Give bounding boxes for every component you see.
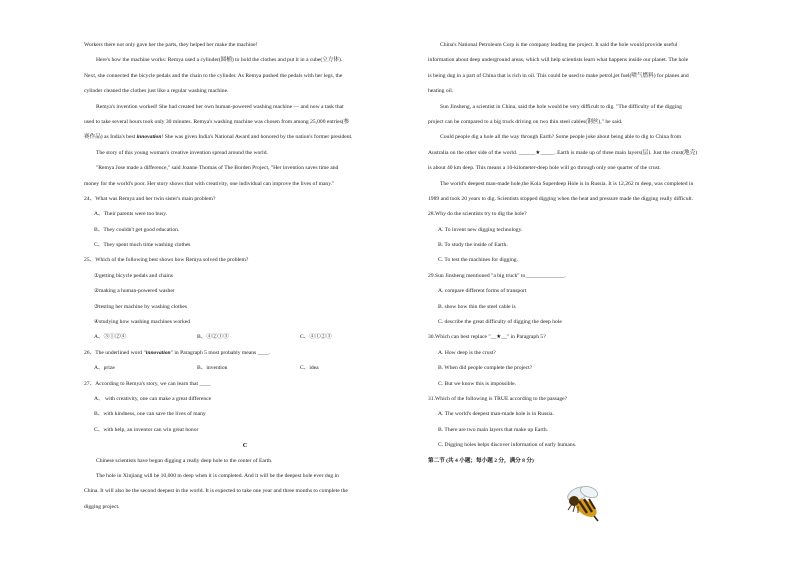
option-a[interactable]: A、prize (94, 365, 115, 372)
underlined-word: innovation (145, 349, 171, 356)
option-a[interactable]: A. How deep is the crust? (438, 349, 496, 356)
passage-line: "Remya Jose made a difference," said Joanne Thomas of The Borden Project, "Her invention saves time and (96, 165, 339, 172)
question-27: 27、According to Remya's story, we can learn that ____ (84, 380, 211, 387)
right-column (428, 38, 758, 469)
option-c[interactable]: C. But we know this is impossible. (438, 380, 517, 387)
question-31: 31.Which of the following is TRUE according to the passage? (428, 395, 568, 402)
passage-line: digging project. (84, 503, 120, 510)
text-run: ! She was given India's National Award and honored by the nation's former president. (161, 134, 353, 141)
option-b[interactable]: B、④②①③ (197, 334, 229, 341)
bee-icon (562, 482, 608, 528)
option-b[interactable]: B、invention (197, 365, 228, 372)
option-c[interactable]: C、④①②③ (300, 334, 332, 341)
passage-line: 1989 and took 20 years to dig. Scientists stopped digging when the heat and pressure made the digging really difficult. (428, 195, 694, 202)
question-28: 28.Why do the scientists try to dig the hole? (428, 211, 527, 218)
passage-line (84, 130, 406, 145)
options-row (84, 361, 406, 376)
passage-line: The hole in Xinjiang will be 10,000 m deep when it is completed. And it will be the deepest hole ever dug in (96, 472, 339, 479)
option-a[interactable]: A、Their parents were too busy. (94, 211, 168, 218)
passage-line: The story of this young woman's creative invention spread around the world. (96, 149, 268, 156)
option-c[interactable]: C. describe the great difficulty of digging the deep hole (438, 319, 562, 326)
passage-line: The world's deepest man-made hole,the Kola Superdeep Hole is in Russia. It is 12,262 m deep, was completed in (440, 180, 694, 187)
passage-line: information about deep underground areas, which will help scientists learn what happens inside our planet. The hole (428, 57, 689, 64)
passage-line: Chinese scientists have begun digging a really deep hole to the center of Earth. (96, 457, 273, 464)
passage-line: Here's how the machine works: Remya used a cylinder(圆桶) to hold the clothes and put it in a cube(立方体). (96, 57, 343, 64)
passage-line: Remya's invention worked! She had created her own human-powered washing machine — and now a task that (96, 103, 344, 110)
question-25: 25、Which of the following best shows how Remya solved the problem? (84, 257, 249, 264)
option-b[interactable]: B、with kindness, one can save the lives of many (94, 411, 206, 418)
passage-line: Could people dig a hole all the way through Earth? Some people joke about being able to dig to China from (440, 134, 682, 141)
passage-line: Australia on the other side of the world. ______★_____. Earth is made up of three main layers(层). Just the crust(地壳) (428, 149, 698, 156)
options-row (84, 330, 406, 345)
section-heading-2: 第二节 (共 4 小题；每小题 2 分，满分 8 分) (428, 457, 534, 464)
option-a[interactable]: A、③①②④ (94, 334, 127, 341)
passage-line: Sun Jinsheng, a scientist in China, said the hole would be very difficult to dig. "The difficulty of the digging (440, 103, 682, 110)
option-a[interactable]: A. compare different forms of transport (438, 288, 527, 295)
passage-line: Next, she connected the bicycle pedals and the chain to the cylinder. As Remya pushed the pedals with her legs, the (84, 72, 343, 79)
innovation-word: innovation (136, 134, 162, 141)
text-run: 26、The underlined word " (84, 349, 146, 356)
option-b[interactable]: B、They couldn't get good education. (94, 226, 180, 233)
passage-line: China. It will also be the second deepest in the world. It is expected to take one year and three months to complete the (84, 488, 348, 495)
question-30: 30.Which can best replace "__★__" in Paragraph 5? (428, 334, 546, 341)
option-a[interactable]: A. The world's deepest man-made hole is in Russia. (438, 411, 554, 418)
left-column (84, 38, 406, 515)
passage-line: money for the world's poor. Her story shows that with creativity, one individual can improve the lives of many." (84, 180, 335, 187)
step-item: ②making a human-powered washer (94, 288, 175, 295)
passage-line: is being dug in a part of China that is rich in oil. This could be used to make petrol,jet fuel(喷气燃料) for planes and (428, 72, 689, 79)
option-a[interactable]: A、 with creativity, one can make a great difference (94, 395, 212, 402)
option-b[interactable]: B. There are two main layers that make up Earth. (438, 426, 549, 433)
option-c[interactable]: C. To test the machines for digging. (438, 257, 518, 264)
passage-line: heating oil. (428, 88, 454, 95)
step-item: ③testing her machine by washing clothes (94, 303, 188, 310)
section-heading-c: C (242, 442, 248, 450)
text-run: 赛作品) as India's best (84, 134, 137, 141)
option-b[interactable]: B. When did people complete the project? (438, 365, 533, 372)
question-29: 29.Sun Jinsheng mentioned "a big truck" to______________. (428, 272, 566, 279)
option-c[interactable]: C. Digging holes helps discover information of early humans. (438, 442, 577, 449)
step-item: ④studying how washing machines worked (94, 319, 191, 326)
option-a[interactable]: A. To invent new digging technology. (438, 226, 523, 233)
step-item: ①getting bicycle pedals and chains (94, 272, 173, 279)
passage-line: is about 40 km deep. This means a 10-kilometer-deep hole will go through only one quarter of the crust. (428, 165, 661, 172)
question-26 (84, 346, 406, 361)
option-b[interactable]: B. show how thin the steel cable is (438, 303, 516, 310)
passage-line: project can be compared to a big truck driving on two thin steel cables(钢丝)," he said. (428, 118, 623, 125)
text-run: " in Paragraph 5 most probably means ____. (170, 349, 271, 356)
passage-line: cylinder cleaned the clothes just like a regular washing machine. (84, 88, 229, 95)
passage-line: used to take several hours took only 30 minutes. Remya's washing machine was chosen from among 25,000 entries(参 (84, 118, 350, 125)
passage-line: Workers there not only gave her the parts, they helped her make the machine! (84, 42, 258, 48)
passage-line: China's National Petroleum Corp is the company leading the project. It said the hole would provide useful (440, 42, 678, 48)
option-c[interactable]: C、idea (300, 365, 319, 372)
option-b[interactable]: B. To study the inside of Earth. (438, 242, 508, 249)
option-c[interactable]: C、They spent much time washing clothes (94, 242, 191, 249)
option-c[interactable]: C、with help, an inventor can win great honor (94, 426, 199, 433)
question-24: 24、What was Remya and her twin sister's main problem? (84, 195, 216, 202)
